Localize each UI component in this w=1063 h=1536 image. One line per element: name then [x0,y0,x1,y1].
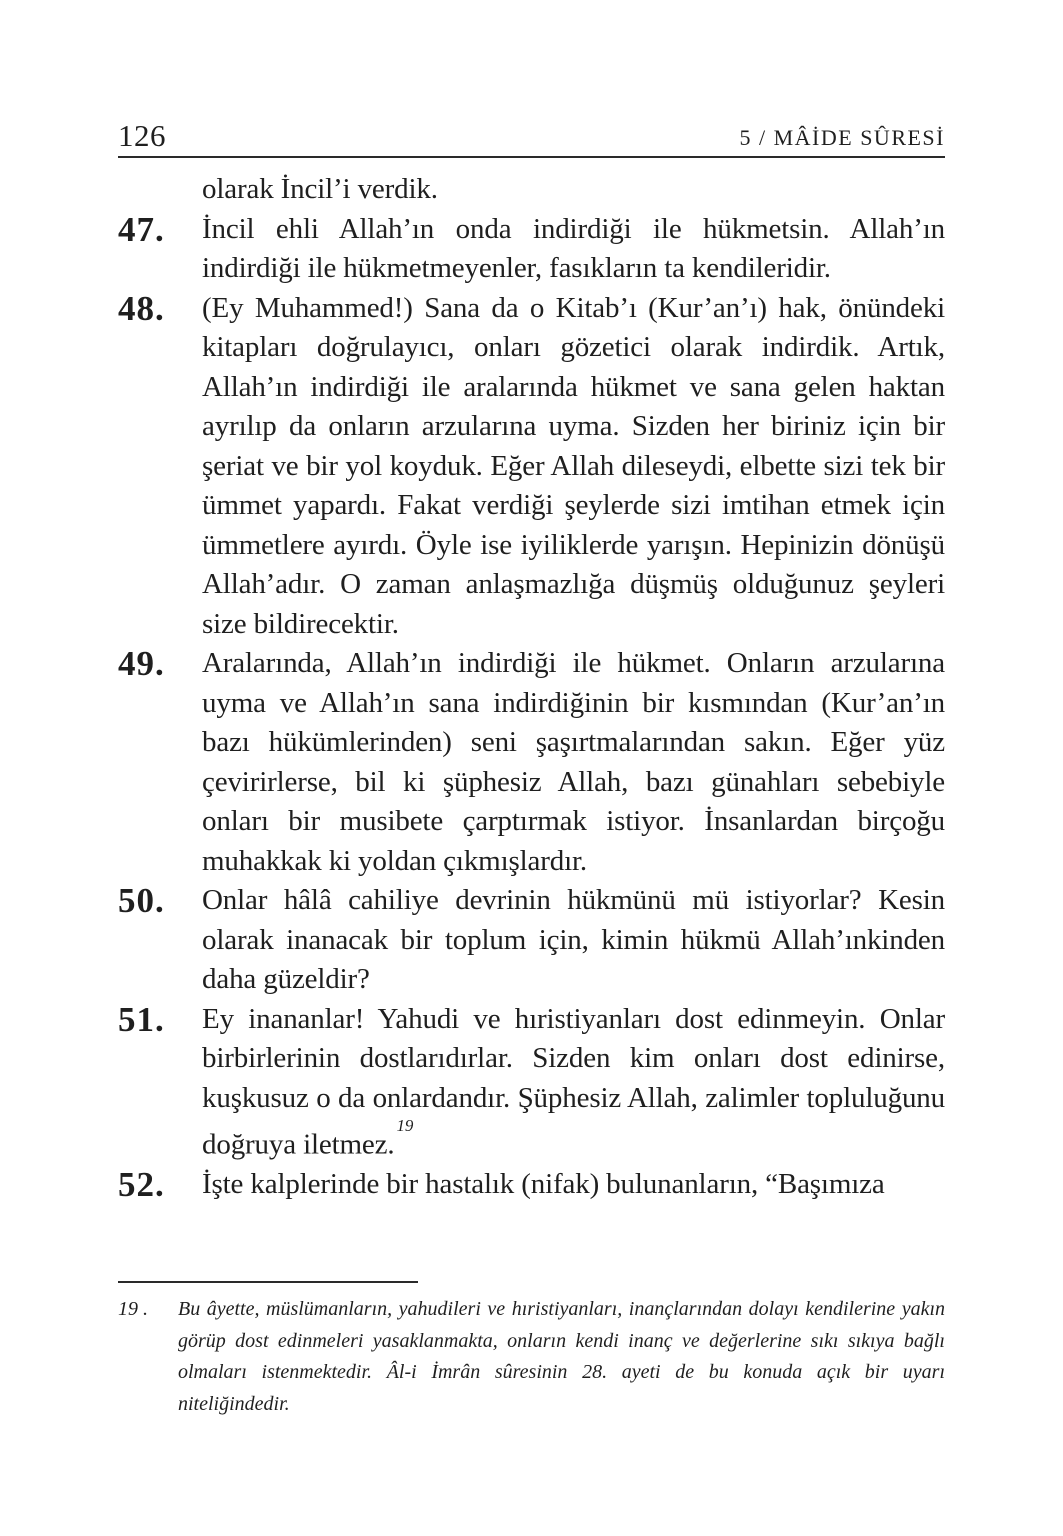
verse-number: 48. [118,288,165,328]
footnote [118,1294,945,1420]
verse-text: (Ey Muhammed!) Sana da o Kitab’ı (Kur’an’ı) hak, önündeki kitapları doğrulayıcı, onları gözetici olarak indirdik. Artık, Allah’ın indirdiği ile aralarında hükmet ve sana gelen haktan ayrılıp da onların arzularına uyma. Sizden her biriniz için bir şeriat ve bir yol koyduk. Eğer Allah dileseydi, elbette sizi tek bir ümmet yapardı. Fakat verdiği şeylerde sizi imtihan etmek için ümmetlere ayırdı. Öyle ise iyiliklerde yarışın. Hepinizin dönüşü Allah’adır. O zaman anlaşmazlığa düşmüş olduğunuz şeyleri size bildirecektir. [202,291,945,640]
verse-text-container [202,1000,945,1166]
continuation-line: olarak İncil’i verdik. [202,173,438,205]
verse-text: İşte kalplerinde bir hastalık (nifak) bulunanların, “Başımıza [202,1168,885,1201]
page-header [118,118,945,158]
verse-50 [118,881,945,1000]
verse-number: 50. [118,881,165,920]
verse-text: Aralarında, Allah’ın indirdiği ile hükmet. Onların arzularına uyma ve Allah’ın sana indirdiğinin bir kısmından (Kur’an’ın bazı hükümlerinden) seni şaşırtmalarından sakın. Eğer yüz çevirirlerse, bil ki şüphesiz Allah, bazı günahları sebebiyle onları bir musibete çarptırmak istiyor. İnsanlardan birçoğu muhakkak ki yoldan çıkmışlardır. [202,647,945,877]
verse-52 [118,1165,945,1205]
verse-48 [118,289,945,645]
verse-number: 52. [118,1165,165,1205]
footnote-reference[interactable]: 19 [396,1116,414,1135]
running-title: 5 / MÂİDE SÛRESİ [739,125,945,150]
verse-text: Ey inananlar! Yahudi ve hıristiyanları dost edinmeyin. Onlar birbirlerinin dostlarıdırlar. Sizden kim onları dost edinirse, kuşkusuz o da onlardandır. Şüphesiz Allah, zalimler topluluğunu doğruya iletmez. [202,1002,945,1161]
verse-51 [118,1000,945,1166]
footnote-text: Bu âyette, müslümanların, yahudileri ve hıristiyanları, inançlarından dolayı kendilerine yakın görüp dost edinmeleri yasaklanmakta, onların kendi inanç ve değerlerine sıkı sıkıya bağlı olmaları istenmektedir. Âl-i İmrân sûresinin 28. ayeti de bu konuda açık bir uyarı niteliğindedir. [178,1298,945,1415]
page-number: 126 [118,118,166,153]
verse-49 [118,644,945,881]
footnote-divider [118,1281,418,1283]
verse-text: İncil ehli Allah’ın onda indirdiği ile hükmetsin. Allah’ın indirdiği ile hükmetmeyenler, fasıkların ta kendileridir. [202,212,945,284]
verse-number: 49. [118,644,165,683]
verses-body [118,170,945,1205]
verse-number: 51. [118,999,165,1039]
verse-text: Onlar hâlâ cahiliye devrinin hükmünü mü istiyorlar? Kesin olarak inanacak bir toplum için, kimin hükmü Allah’ınkinden daha güzeldir? [202,884,945,995]
footnote-number: 19 . [118,1298,148,1320]
verse-47 [118,210,945,289]
verse-number: 47. [118,209,165,249]
